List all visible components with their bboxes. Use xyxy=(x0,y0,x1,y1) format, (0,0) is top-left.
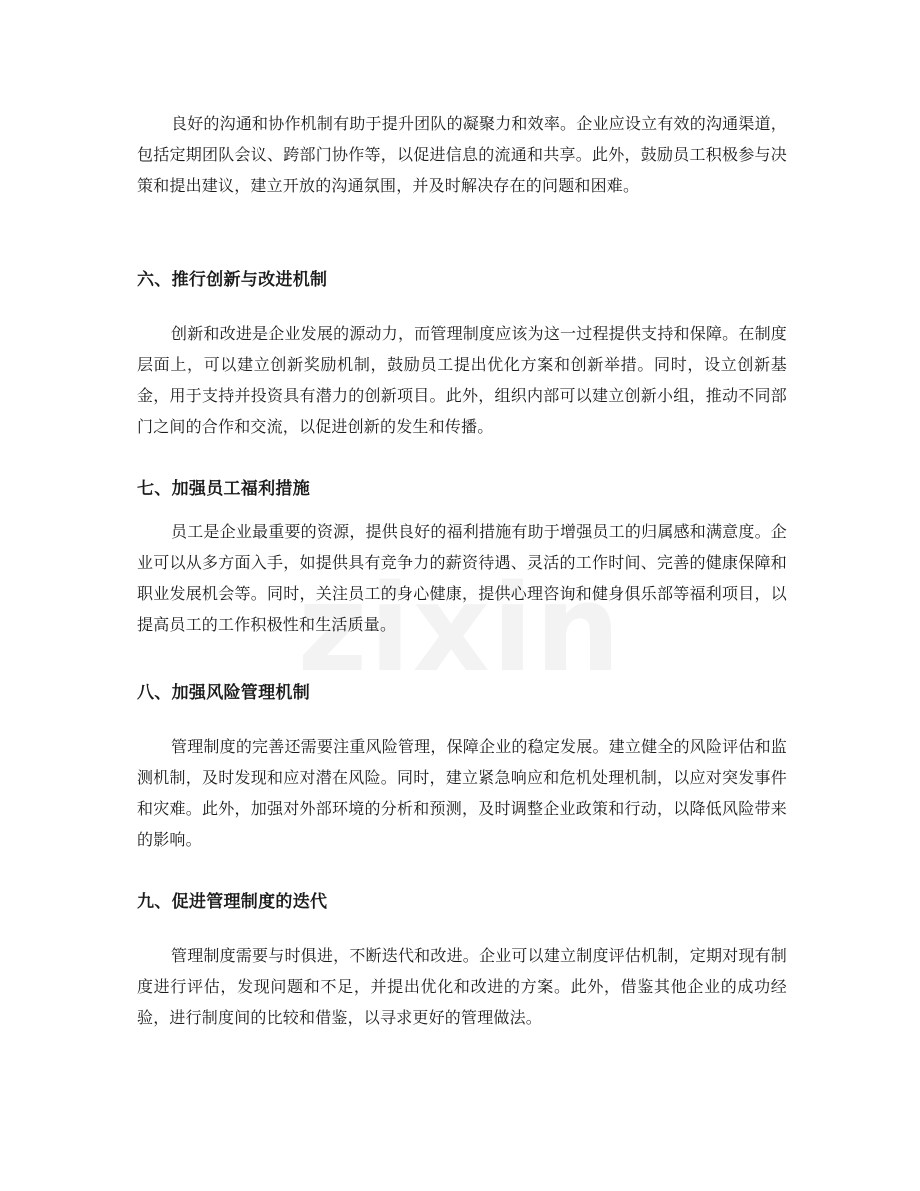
section-body-9: 管理制度需要与时俱进，不断迭代和改进。企业可以建立制度评估机制，定期对现有制度进行评估，发现问题和不足，并提出优化和改进的方案。此外，借鉴其他企业的成功经验，进行制度间的比较和借鉴，以寻求更好的管理做法。 xyxy=(137,946,787,1027)
section-heading-9: 九、促进管理制度的迭代 xyxy=(137,892,328,912)
section-body-7: 员工是企业最重要的资源，提供良好的福利措施有助于增强员工的归属感和满意度。企业可以从多方面入手，如提供具有竞争力的薪资待遇、灵活的工作时间、完善的健康保障和职业发展机会等。同时，关注员工的身心健康，提供心理咨询和健身俱乐部等福利项目，以提高员工的工作积极性和生活质量。 xyxy=(137,522,787,634)
section-heading-7: 七、加强员工福利措施 xyxy=(137,479,310,499)
intro-paragraph: 良好的沟通和协作机制有助于提升团队的凝聚力和效率。企业应设立有效的沟通渠道，包括定期团队会议、跨部门协作等，以促进信息的流通和共享。此外，鼓励员工积极参与决策和提出建议，建立开放的沟通氛围，并及时解决存在的问题和困难。 xyxy=(137,114,787,195)
section-body-6: 创新和改进是企业发展的源动力，而管理制度应该为这一过程提供支持和保障。在制度层面上，可以建立创新奖励机制，鼓励员工提出优化方案和创新举措。同时，设立创新基金，用于支持并投资具有潜力的创新项目。此外，组织内部可以建立创新小组，推动不同部门之间的合作和交流，以促进创新的发生和传播。 xyxy=(137,324,787,436)
section-heading-8: 八、加强风险管理机制 xyxy=(137,683,310,703)
section-body-8: 管理制度的完善还需要注重风险管理，保障企业的稳定发展。建立健全的风险评估和监测机制，及时发现和应对潜在风险。同时，建立紧急响应和危机处理机制，以应对突发事件和灾难。此外，加强对外部环境的分析和预测，及时调整企业政策和行动，以降低风险带来的影响。 xyxy=(137,737,787,849)
section-heading-6: 六、推行创新与改进机制 xyxy=(137,270,328,290)
